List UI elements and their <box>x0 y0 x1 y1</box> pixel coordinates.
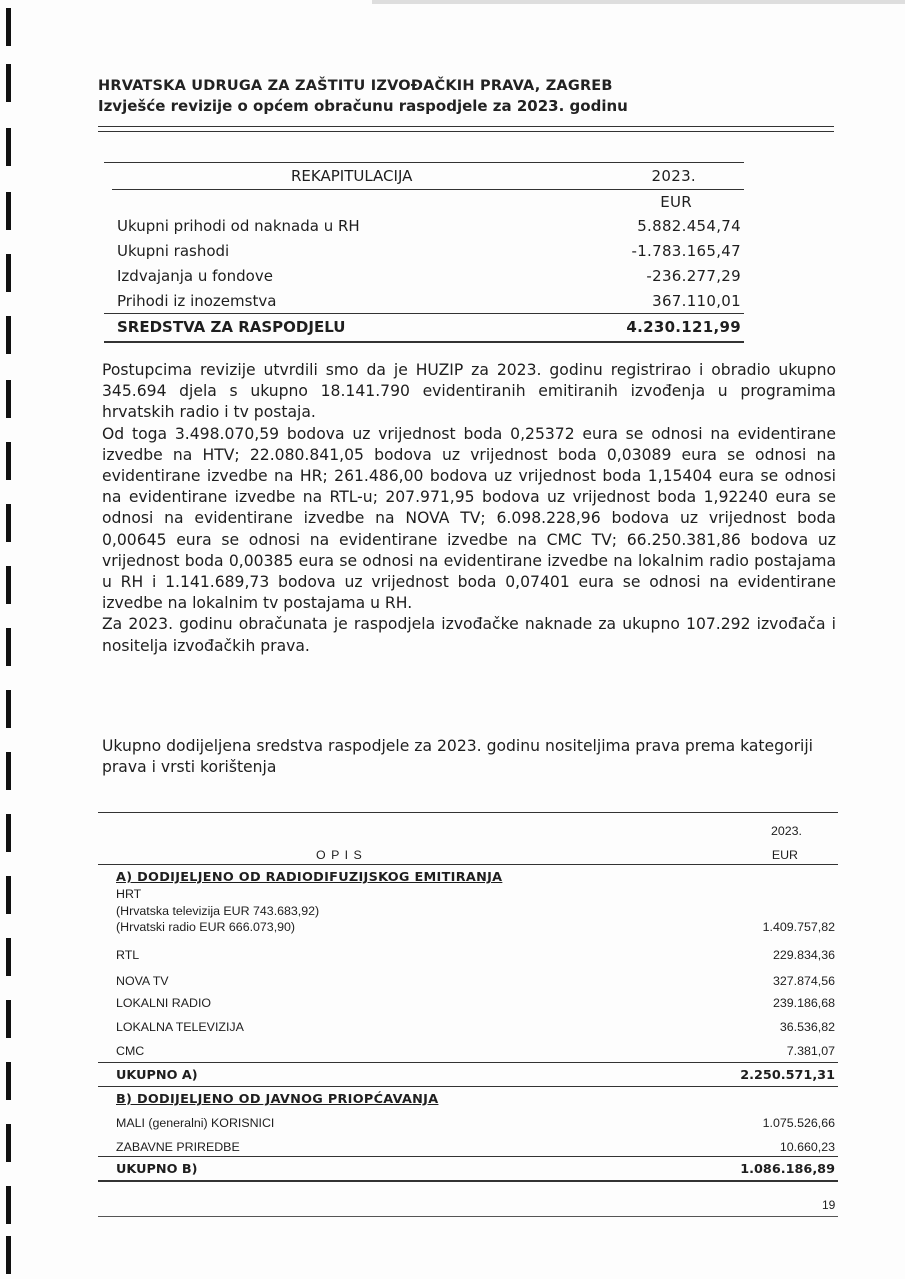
alloc-currency: EUR <box>771 848 798 862</box>
recap-row-label: Izdvajanja u fondove <box>117 267 273 285</box>
report-title: Izvješće revizije o općem obračunu raspodjele za 2023. godinu <box>98 97 628 115</box>
alloc-row-value: 239.186,68 <box>772 996 835 1010</box>
alloc-year: 2023. <box>770 824 802 838</box>
recap-row <box>104 213 744 238</box>
hrt-value: 1.409.757,82 <box>762 920 835 934</box>
allocation-intro: Ukupno dodijeljena sredstva raspodjele za 2023. godinu nositeljima prava prema kategoriji prava i vrsti korištenja <box>102 737 813 777</box>
alloc-header-rule <box>98 864 838 865</box>
alloc-row-label: LOKALNA TELEVIZIJA <box>116 1020 244 1034</box>
alloc-rule <box>98 1086 838 1087</box>
section-a-title: A) DODIJELJENO OD RADIODIFUZIJSKOG EMITIRANJA <box>116 870 503 885</box>
hrt-label: HRT <box>116 887 142 901</box>
recap-row-label: Prihodi iz inozemstva <box>117 292 277 310</box>
section-b-title: B) DODIJELJENO OD JAVNOG PRIOPĆAVANJA <box>116 1092 439 1107</box>
alloc-row-value: 327.874,56 <box>772 974 835 988</box>
recap-row-value: -1.783.165,47 <box>631 242 741 260</box>
alloc-row-label: CMC <box>116 1044 145 1058</box>
alloc-row-label: NOVA TV <box>116 974 169 988</box>
paragraph: Od toga 3.498.070,59 bodova uz vrijednost boda 0,25372 eura se odnosi na evidentirane izvedbe na HTV; 22.080.841,05 bodova uz vrijednost boda 0,03089 eura se odnosi na evidentirane izvedbe na HR; 261.486,00 bodova uz vrijednost boda 1,15404 eura se odnosi na evidentirane izvedbe na RTL-u; 207.971,95 bodova uz vrijednost boda 1,92240 eura se odnosi na evidentirane izvedbe na NOVA TV; 6.098.228,96 bodova uz vrijednost boda 0,00645 eura se odnosi na evidentirane izvedbe na CMC TV; 66.250.381,86 bodova uz vrijednost boda 0,00385 eura se odnosi na evidentirane izvedbe na lokalnim radio postajama u RH i 1.141.689,73 bodova uz vrijednost boda 0,07401 eura se odnosi na evidentirane izvedbe na lokalnim tv postajama u RH. <box>102 424 836 613</box>
binding-marks <box>0 0 20 1279</box>
alloc-row-value: 1.075.526,66 <box>762 1116 835 1130</box>
alloc-row-label: RTL <box>116 948 140 962</box>
recap-bottom-rule <box>104 341 744 343</box>
alloc-row-value: 229.834,36 <box>772 948 835 962</box>
footer-rule <box>98 1216 838 1217</box>
recap-row <box>104 288 744 313</box>
report-header <box>98 78 838 115</box>
recapitulation-table <box>104 162 744 343</box>
recap-title: REKAPITULACIJA <box>291 167 413 185</box>
alloc-row-value: 7.381,07 <box>786 1044 835 1058</box>
recap-row <box>104 263 744 288</box>
recap-row-value: 5.882.454,74 <box>637 217 741 235</box>
page-number: 19 <box>822 1198 836 1212</box>
recap-row-label: Ukupni rashodi <box>117 242 230 260</box>
recap-row <box>104 238 744 263</box>
recap-total-value: 4.230.121,99 <box>626 318 741 336</box>
recap-total-row <box>104 314 744 339</box>
recap-row-label: Ukupni prihodi od naknada u RH <box>117 217 360 235</box>
alloc-rule <box>98 1156 838 1157</box>
recap-row-value: 367.110,01 <box>652 292 741 310</box>
recap-header-row <box>104 163 744 189</box>
recap-total-label: SREDSTVA ZA RASPODJELU <box>117 318 346 336</box>
total-a-label: UKUPNO A) <box>116 1068 198 1083</box>
alloc-row-label: MALI (generalni) KORISNICI <box>116 1116 275 1130</box>
alloc-col-label: O P I S <box>316 848 363 862</box>
total-b-value: 1.086.186,89 <box>740 1162 835 1177</box>
alloc-bottom-rule <box>98 1180 838 1182</box>
top-edge-rule <box>372 0 905 4</box>
recap-currency-row <box>104 189 744 213</box>
hrt-tv-note: (Hrvatska televizija EUR 743.683,92) <box>116 904 320 918</box>
alloc-row-label: LOKALNI RADIO <box>116 996 212 1010</box>
recap-currency: EUR <box>660 193 692 211</box>
hrt-radio-note: (Hrvatski radio EUR 666.073,90) <box>116 920 296 934</box>
paragraph: Za 2023. godinu obračunata je raspodjela izvođačke naknade za ukupno 107.292 izvođača i nositelja izvođačkih prava. <box>102 615 836 655</box>
header-rule-top <box>98 126 834 127</box>
alloc-row-value: 36.536,82 <box>779 1020 835 1034</box>
header-rule-bottom <box>98 131 834 132</box>
total-a-value: 2.250.571,31 <box>740 1068 835 1083</box>
alloc-rule <box>98 1062 838 1063</box>
alloc-row-label: ZABAVNE PRIREDBE <box>116 1140 240 1154</box>
recap-row-value: -236.277,29 <box>646 267 741 285</box>
audit-text <box>102 360 836 657</box>
paragraph: Postupcima revizije utvrdili smo da je HUZIP za 2023. godinu registrirao i obradio ukupno 345.694 djela s ukupno 18.141.790 evidentiranih emitiranih izvođenja u programima hrvatskih radio i tv postaja. <box>102 361 836 422</box>
alloc-row-value: 10.660,23 <box>779 1140 835 1154</box>
total-b-label: UKUPNO B) <box>116 1162 198 1177</box>
recap-year: 2023. <box>651 167 696 185</box>
alloc-top-rule <box>98 812 838 813</box>
organization-title: HRVATSKA UDRUGA ZA ZAŠTITU IZVOĐAČKIH PRAVA, ZAGREB <box>98 78 613 94</box>
